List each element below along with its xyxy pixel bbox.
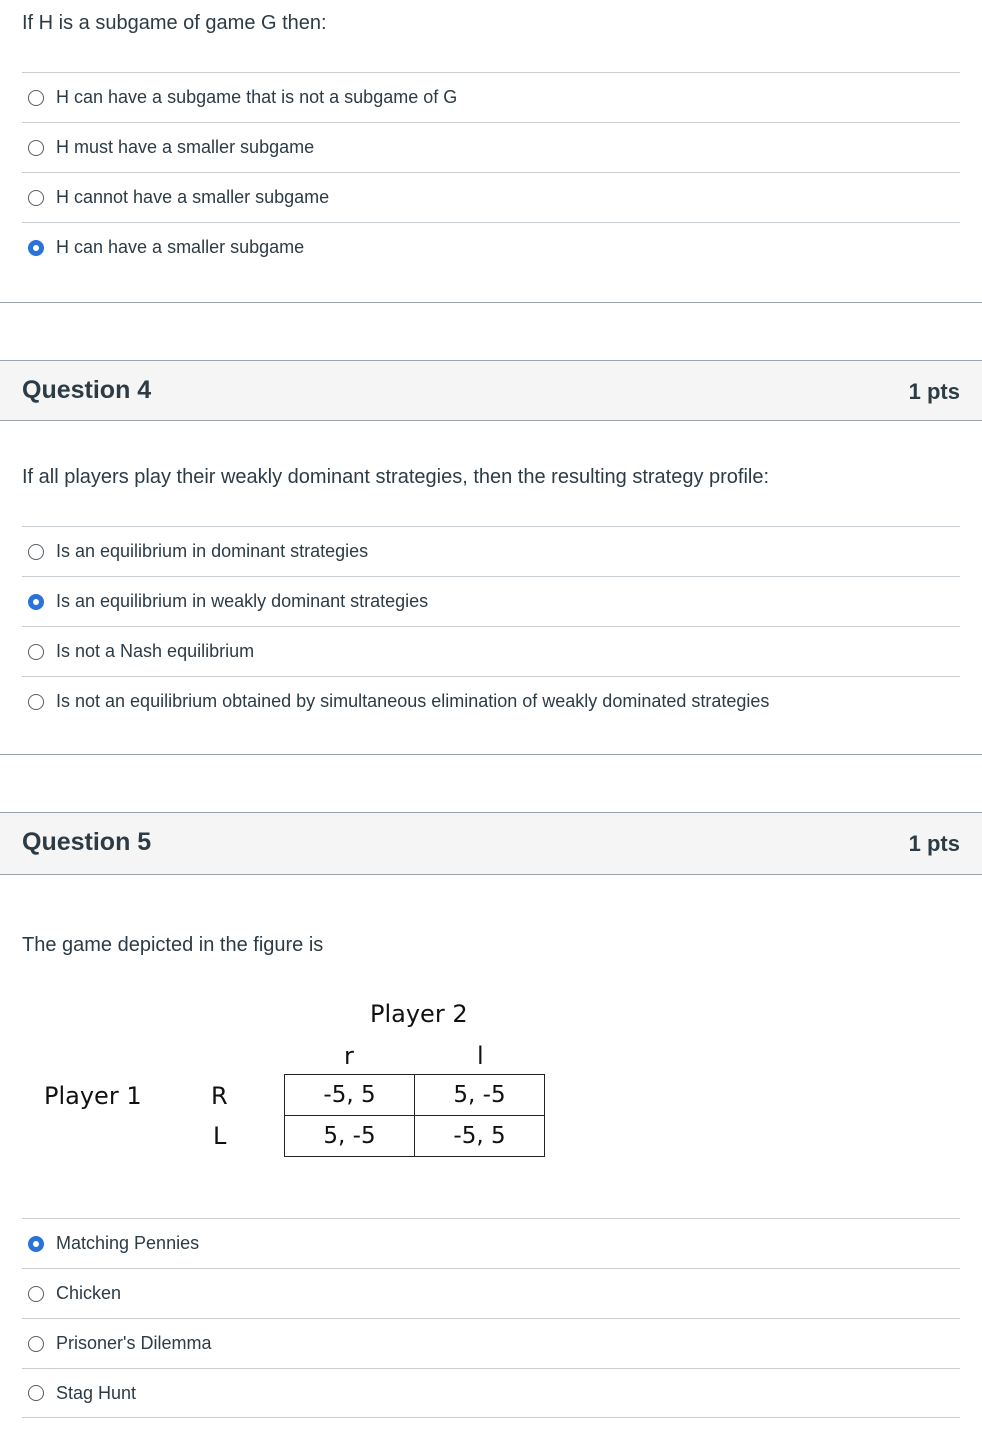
radio-button[interactable]: [28, 140, 44, 156]
answer-label: Stag Hunt: [56, 1382, 137, 1403]
radio-button-selected[interactable]: [28, 1236, 44, 1252]
question-title: Question 5: [22, 828, 152, 856]
radio-button[interactable]: [28, 644, 44, 660]
payoff-cell-R-l: 5, -5: [415, 1075, 545, 1116]
q5-answer-list: [22, 1218, 960, 1418]
question-divider: [0, 754, 982, 755]
radio-button[interactable]: [28, 694, 44, 710]
radio-button[interactable]: [28, 1336, 44, 1352]
q4-answer-list: [22, 526, 960, 726]
answer-label: Is not a Nash equilibrium: [56, 641, 255, 661]
q3-answer-4[interactable]: [22, 222, 960, 272]
q3-answer-2[interactable]: [22, 122, 960, 172]
radio-button-selected[interactable]: [28, 240, 44, 256]
player2-label: Player 2: [370, 1000, 468, 1028]
player1-label: Player 1: [44, 1082, 142, 1110]
q4-prompt: If all players play their weakly dominant strategies, then the resulting strategy profile:: [22, 466, 770, 488]
q4-answer-1[interactable]: [22, 526, 960, 576]
question-points: 1 pts: [908, 831, 960, 856]
q3-answer-3[interactable]: [22, 172, 960, 222]
answer-label: Chicken: [56, 1283, 122, 1303]
q5-header: [0, 812, 982, 875]
q5-answer-3[interactable]: [22, 1318, 960, 1368]
payoff-cell-L-l: -5, 5: [415, 1116, 545, 1157]
q4-answer-4[interactable]: [22, 676, 960, 726]
q5-answer-1[interactable]: [22, 1218, 960, 1268]
q4-answer-3[interactable]: [22, 626, 960, 676]
radio-button-selected[interactable]: [28, 594, 44, 610]
payoff-cell-R-r: -5, 5: [285, 1075, 415, 1116]
answer-label: Prisoner's Dilemma: [56, 1333, 212, 1353]
q4-answer-2[interactable]: [22, 576, 960, 626]
answer-label: Is not an equilibrium obtained by simultaneous elimination of weakly dominated strategies: [56, 691, 770, 711]
q3-answer-1[interactable]: [22, 72, 960, 122]
q3-answer-list: [22, 72, 960, 272]
payoff-table: [284, 1074, 545, 1157]
answer-label: H can have a subgame that is not a subgame of G: [56, 87, 458, 107]
question-divider: [0, 302, 982, 303]
column-r-label: r: [344, 1042, 354, 1070]
answer-label: Is an equilibrium in dominant strategies: [56, 541, 369, 561]
q3-prompt: If H is a subgame of game G then:: [22, 12, 327, 34]
q5-answer-2[interactable]: [22, 1268, 960, 1318]
radio-button[interactable]: [28, 1385, 44, 1401]
row-L-label: L: [213, 1122, 227, 1150]
question-points: 1 pts: [908, 379, 960, 404]
q4-header: [0, 360, 982, 421]
answer-label: H cannot have a smaller subgame: [56, 187, 330, 207]
row-R-label: R: [211, 1082, 228, 1110]
radio-button[interactable]: [28, 190, 44, 206]
answer-label: H can have a smaller subgame: [56, 237, 305, 257]
payoff-cell-L-r: 5, -5: [285, 1116, 415, 1157]
q5-answer-4[interactable]: [22, 1368, 960, 1418]
answer-label: H must have a smaller subgame: [56, 137, 315, 157]
radio-button[interactable]: [28, 544, 44, 560]
question-title: Question 4: [22, 376, 152, 404]
answer-label: Is an equilibrium in weakly dominant strategies: [56, 591, 429, 611]
radio-button[interactable]: [28, 90, 44, 106]
q5-prompt: The game depicted in the figure is: [22, 934, 324, 956]
radio-button[interactable]: [28, 1286, 44, 1302]
answer-label: Matching Pennies: [56, 1233, 200, 1253]
column-l-label: l: [477, 1042, 484, 1070]
